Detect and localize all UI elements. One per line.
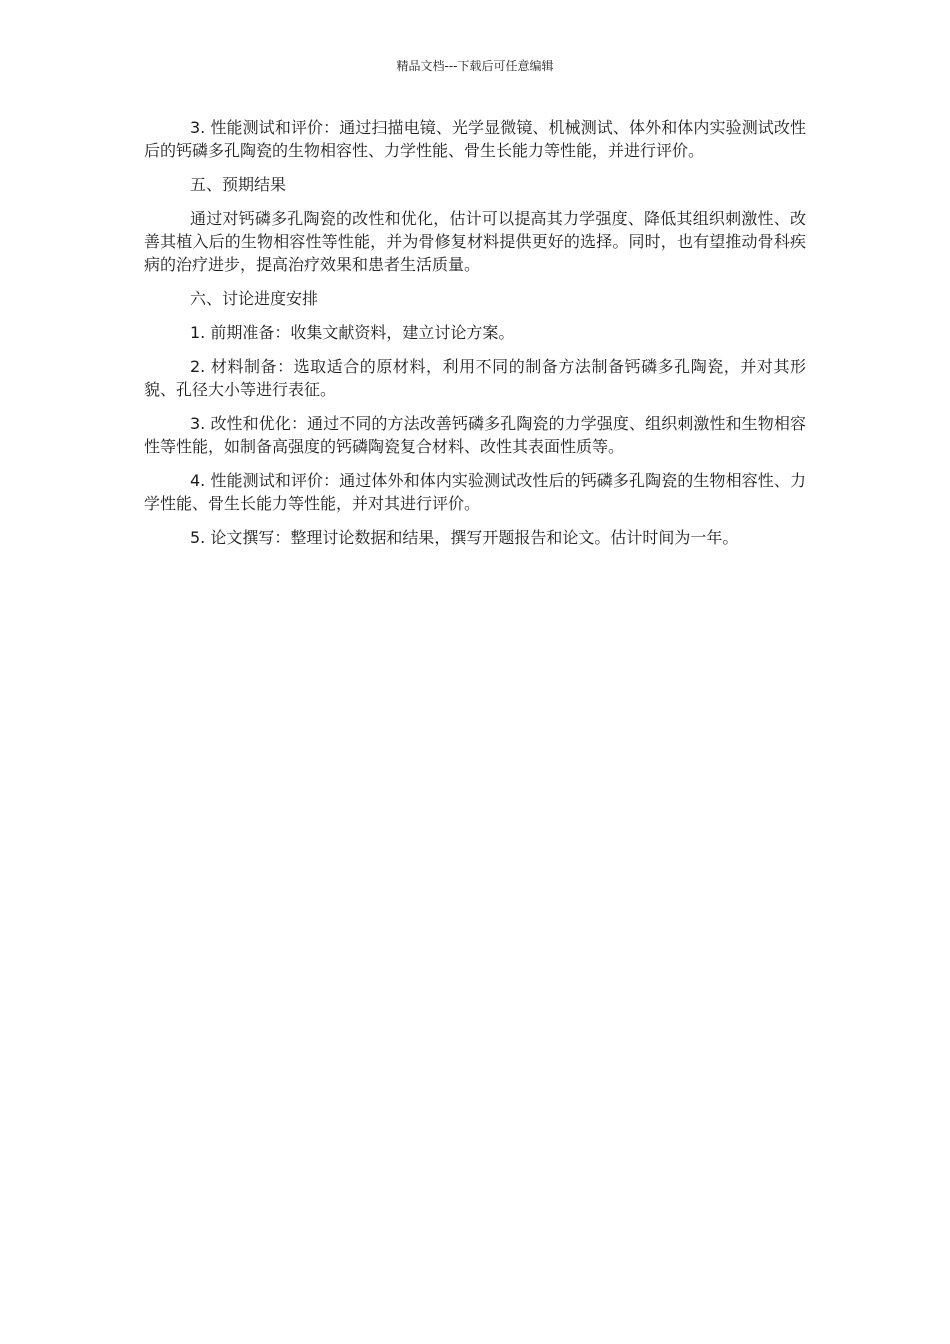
page-header: 精品文档---下载后可任意编辑 xyxy=(396,59,554,73)
section-heading-expected-results: 五、预期结果 xyxy=(190,175,287,194)
schedule-item-thesis-writing: 5. 论文撰写：整理讨论数据和结果，撰写开题报告和论文。估计时间为一年。 xyxy=(190,528,739,547)
section-heading-schedule: 六、讨论进度安排 xyxy=(190,289,319,308)
schedule-item-material-preparation: 2. 材料制备：选取适合的原材料，利用不同的制备方法制备钙磷多孔陶瓷，并对其形貌、孔径大小等进行表征。 xyxy=(144,357,806,399)
document-body xyxy=(144,116,806,560)
schedule-item-modification: 3. 改性和优化：通过不同的方法改善钙磷多孔陶瓷的力学强度、组织刺激性和生物相容性等性能，如制备高强度的钙磷陶瓷复合材料、改性其表面性质等。 xyxy=(144,414,806,456)
paragraph-expected-results: 通过对钙磷多孔陶瓷的改性和优化，估计可以提高其力学强度、降低其组织刺激性、改善其植入后的生物相容性等性能，并为骨修复材料提供更好的选择。同时，也有望推动骨科疾病的治疗进步，提高治疗效果和患者生活质量。 xyxy=(144,209,806,274)
schedule-item-preparation: 1. 前期准备：收集文献资料，建立讨论方案。 xyxy=(190,323,515,342)
paragraph-performance-testing: 3. 性能测试和评价：通过扫描电镜、光学显微镜、机械测试、体外和体内实验测试改性后的钙磷多孔陶瓷的生物相容性、力学性能、骨生长能力等性能，并进行评价。 xyxy=(144,118,806,160)
schedule-item-testing: 4. 性能测试和评价：通过体外和体内实验测试改性后的钙磷多孔陶瓷的生物相容性、力学性能、骨生长能力等性能，并对其进行评价。 xyxy=(144,471,806,513)
